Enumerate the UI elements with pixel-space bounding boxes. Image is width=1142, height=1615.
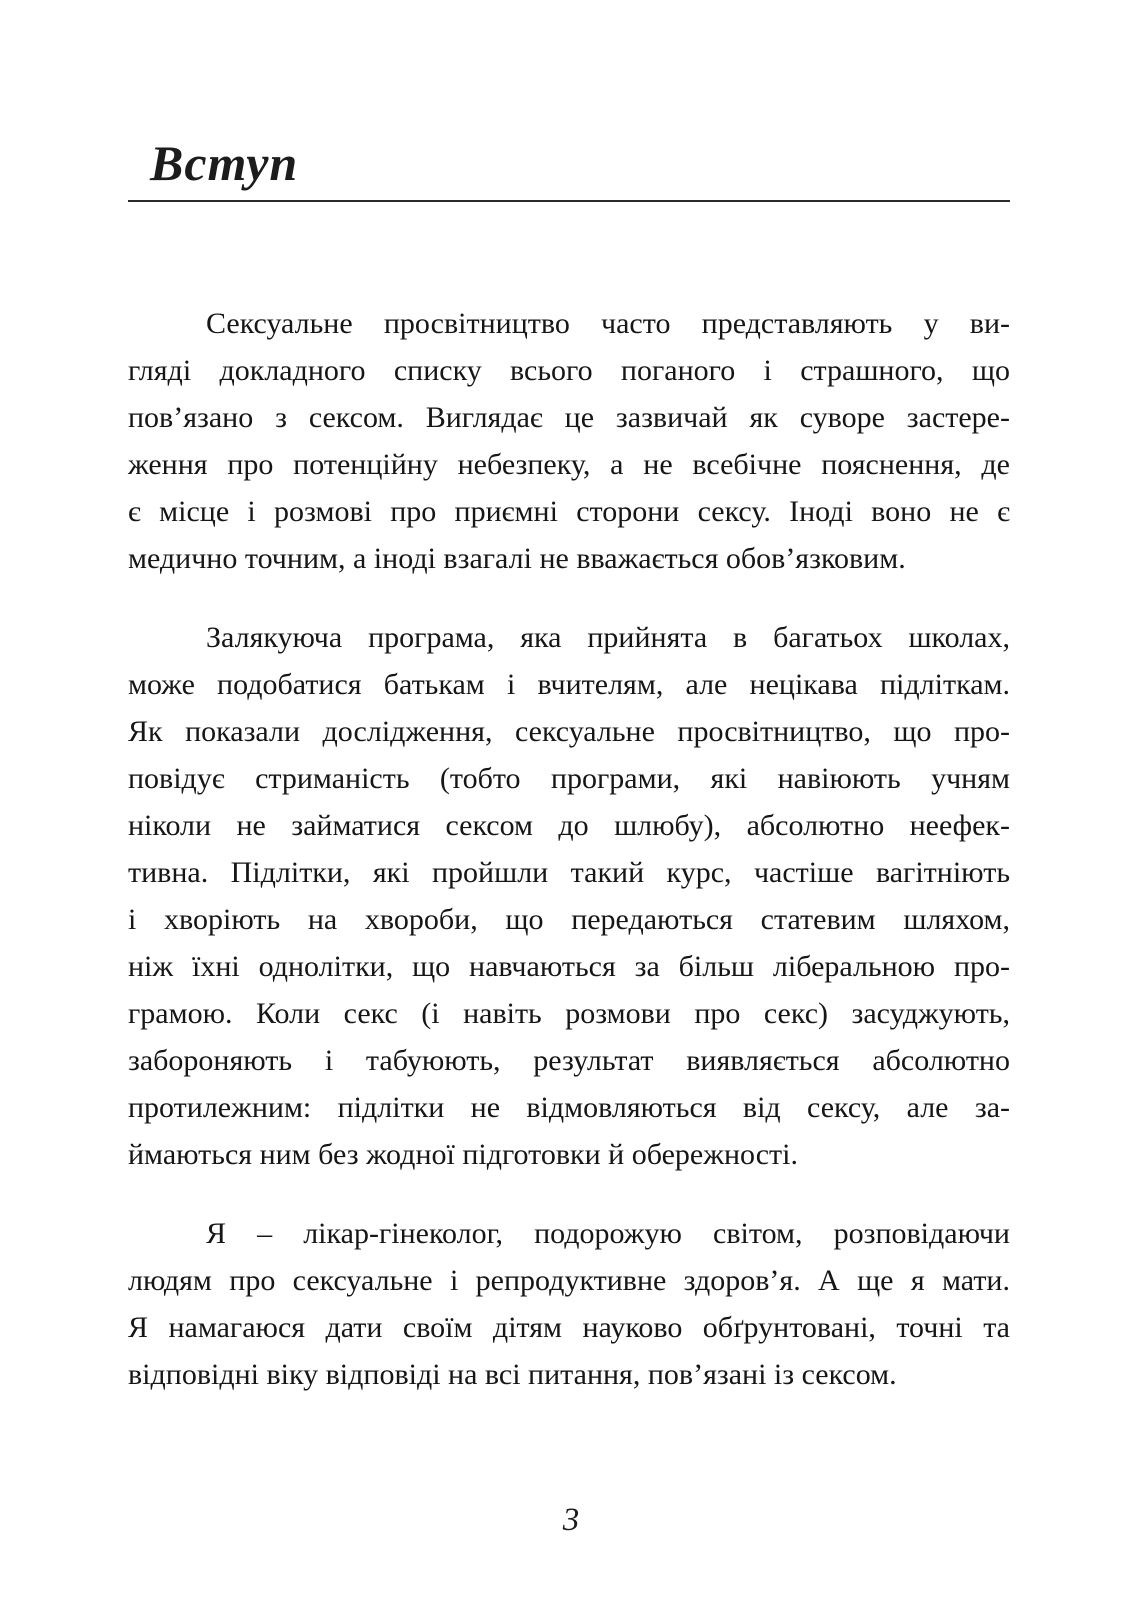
title-rule <box>128 200 1010 202</box>
text-line: медично точним, а іноді взагалі не вважається обов’язковим. <box>128 542 906 575</box>
paragraph <box>128 300 1010 582</box>
text-line: є місце і розмові про приємні сторони сексу. Іноді воно не є <box>128 495 1010 528</box>
text-line: грамою. Коли секс (і навіть розмови про секс) засуджують, <box>128 997 1010 1030</box>
text-line: ніж їхні однолітки, що навчаються за більш ліберальною про- <box>128 950 1010 983</box>
paragraph <box>128 614 1010 1178</box>
text-line: Як показали дослідження, сексуальне просвітництво, що про- <box>128 715 1010 748</box>
text-line: Я – лікар-гінеколог, подорожую світом, розповідаючи <box>206 1217 1010 1250</box>
text-line: Сексуальне просвітництво часто представляють у ви- <box>206 307 1010 340</box>
text-line: ймаються ним без жодної підготовки й обережності. <box>128 1138 799 1171</box>
text-line: гляді докладного списку всього поганого і страшного, що <box>128 354 1010 387</box>
text-line: протилежним: підлітки не відмовляються від сексу, але за- <box>128 1091 1010 1124</box>
page-number: 3 <box>562 1502 580 1538</box>
text-line: забороняють і табуюють, результат виявляється абсолютно <box>128 1044 1010 1077</box>
text-line: Залякуюча програма, яка прийнята в багатьох школах, <box>206 621 1010 654</box>
text-line: ження про потенційну небезпеку, а не всебічне пояснення, де <box>128 448 1010 481</box>
text-line: і хворіють на хвороби, що передаються статевим шляхом, <box>128 903 1010 936</box>
paragraph <box>128 1210 1010 1398</box>
text-line: може подобатися батькам і вчителям, але нецікава підліткам. <box>128 668 1010 701</box>
text-line: Я намагаюся дати своїм дітям науково обґрунтовані, точні та <box>128 1311 1010 1344</box>
text-line: пов’язано з сексом. Виглядає це зазвичай як суворе застере- <box>128 401 1010 434</box>
body-text <box>128 300 1010 1398</box>
text-line: повідує стриманість (тобто програми, які навіюють учням <box>128 762 1010 795</box>
text-line: тивна. Підлітки, які пройшли такий курс, частіше вагітніють <box>128 856 1010 889</box>
chapter-title: Вступ <box>150 135 299 191</box>
text-line: людям про сексуальне і репродуктивне здоров’я. А ще я мати. <box>128 1264 1010 1297</box>
text-line: ніколи не займатися сексом до шлюбу), абсолютно неефек- <box>128 809 1010 842</box>
text-line: відповідні віку відповіді на всі питання, пов’язані із сексом. <box>128 1358 897 1391</box>
